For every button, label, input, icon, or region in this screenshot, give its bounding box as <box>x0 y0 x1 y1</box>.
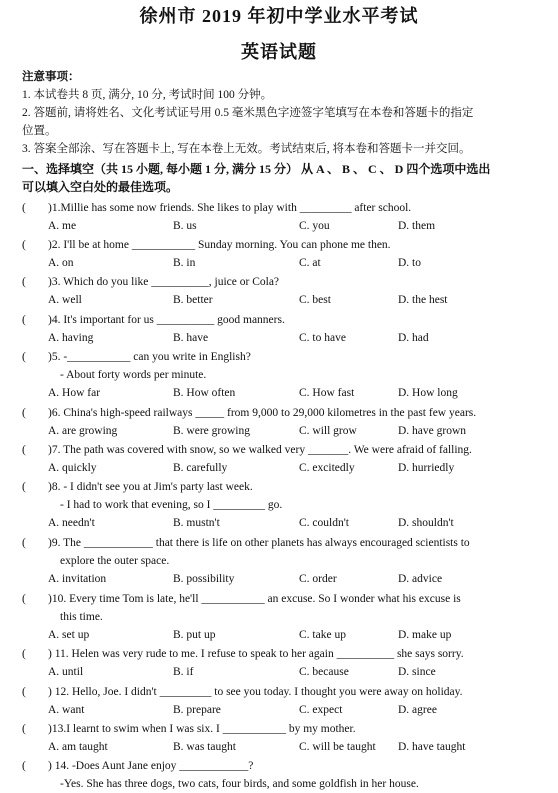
question-item <box>22 441 542 477</box>
answer-bracket: ( <box>22 202 26 214</box>
question-text: )13.I learnt to swim when I was six. I ___________ by my mother. <box>48 722 356 735</box>
question-continuation: -Yes. She has three dogs, two cats, four birds, and some goldfish in her house. <box>60 778 419 790</box>
answer-bracket: ( <box>22 350 26 363</box>
exam-subtitle: 英语试题 <box>241 42 317 62</box>
option-a: A. me <box>48 220 77 232</box>
answer-bracket: ( <box>22 760 26 772</box>
notes-line: 2. 答题前, 请将姓名、文化考试证号用 0.5 毫米黑色字迹签字笔填写在本卷和答题卡的指定 <box>22 107 474 119</box>
question-stem <box>22 236 542 254</box>
answer-bracket: ( <box>22 648 26 661</box>
option-a: A. until <box>48 666 84 679</box>
option-a: A. on <box>48 257 74 270</box>
option-d: D. hurriedly <box>398 461 455 474</box>
question-text: ) 14. -Does Aunt Jane enjoy ____________? <box>48 760 254 772</box>
option-b: B. carefully <box>173 461 228 474</box>
question-item <box>22 478 542 532</box>
option-a: A. quickly <box>48 461 97 474</box>
question-text: ) 12. Hello, Joe. I didn't _________ to see you today. I thought you were away on holiday. <box>48 685 463 698</box>
question-text: )7. The path was covered with snow, so we walked very _______. We were afraid of falling. <box>48 443 472 456</box>
options-row <box>22 384 542 402</box>
option-d: D. How long <box>398 386 458 399</box>
options-row <box>22 514 542 532</box>
question-item <box>22 311 542 347</box>
option-c: C. you <box>299 220 330 232</box>
option-c: C. will grow <box>299 424 357 437</box>
options-row <box>22 626 542 644</box>
option-c: C. best <box>299 294 331 307</box>
answer-bracket: ( <box>22 536 26 549</box>
notes-line: 3. 答案全部涂、写在答题卡上, 写在本卷上无效。考试结束后, 将本卷和答题卡一并交回。 <box>22 143 471 155</box>
question-text: )4. It's important for us __________ good manners. <box>48 313 285 326</box>
question-stem <box>22 348 542 366</box>
option-d: D. since <box>398 666 436 679</box>
option-c: C. expect <box>299 703 343 716</box>
question-item <box>22 534 542 588</box>
options-row <box>22 738 542 756</box>
options-row <box>22 570 542 588</box>
answer-bracket: ( <box>22 313 26 326</box>
option-b: B. put up <box>173 628 216 641</box>
notes-heading: 注意事项： <box>22 71 80 83</box>
answer-bracket: ( <box>22 592 26 605</box>
question-stem <box>22 478 542 496</box>
question-text: )9. The ____________ that there is life on other planets has always encouraged scientists to <box>48 536 470 549</box>
options-row <box>22 663 542 681</box>
option-c: C. to have <box>299 331 346 344</box>
options-row <box>22 329 542 347</box>
question-item <box>22 404 542 440</box>
option-d: D. the hest <box>398 294 448 307</box>
options-row <box>22 701 542 719</box>
option-b: B. us <box>173 220 197 232</box>
options-row <box>22 217 542 235</box>
answer-bracket: ( <box>22 685 26 698</box>
question-stem <box>22 645 542 663</box>
option-d: D. to <box>398 257 421 270</box>
question-stem <box>22 273 542 291</box>
question-item <box>22 720 542 756</box>
option-d: D. have taught <box>398 740 466 753</box>
question-item <box>22 645 542 681</box>
option-d: D. make up <box>398 628 452 641</box>
question-continuation: - I had to work that evening, so I _________ go. <box>60 499 283 511</box>
option-a: A. want <box>48 703 85 716</box>
options-row <box>22 254 542 272</box>
option-c: C. How fast <box>299 386 355 399</box>
option-a: A. am taught <box>48 740 108 753</box>
option-d: D. shouldn't <box>398 517 454 529</box>
question-item <box>22 199 542 235</box>
options-row <box>22 291 542 309</box>
option-c: C. excitedly <box>299 461 355 474</box>
option-a: A. well <box>48 294 82 307</box>
option-c: C. because <box>299 666 349 679</box>
option-c: C. couldn't <box>299 517 349 529</box>
answer-bracket: ( <box>22 406 26 419</box>
question-stem <box>22 534 542 552</box>
option-c: C. take up <box>299 628 346 641</box>
option-c: C. will be taught <box>299 740 376 753</box>
answer-bracket: ( <box>22 443 26 456</box>
option-a: A. needn't <box>48 517 95 529</box>
question-item <box>22 348 542 402</box>
option-d: D. agree <box>398 703 437 716</box>
option-b: B. was taught <box>173 740 236 753</box>
notes-line: 位置。 <box>22 125 57 137</box>
exam-title: 徐州市 2019 年初中学业水平考试 <box>139 6 419 26</box>
question-text: )10. Every time Tom is late, he'll ___________ an excuse. So I wonder what his excuse is <box>48 592 461 605</box>
question-text: )1.Millie has some now friends. She likes to play with _________ after school. <box>48 202 412 214</box>
question-stem <box>22 441 542 459</box>
option-a: A. How far <box>48 386 101 399</box>
option-b: B. prepare <box>173 703 221 716</box>
section-heading <box>22 160 542 196</box>
option-b: B. if <box>173 666 194 679</box>
answer-bracket: ( <box>22 276 26 289</box>
answer-bracket: ( <box>22 239 26 252</box>
question-text: )3. Which do you like __________, juice or Cola? <box>48 276 280 289</box>
notes-line: 1. 本试卷共 8 页, 满分, 10 分, 考试时间 100 分钟。 <box>22 89 273 101</box>
question-text: )2. I'll be at home ___________ Sunday morning. You can phone me then. <box>48 239 391 252</box>
notes-block <box>22 68 542 158</box>
option-b: B. mustn't <box>173 517 220 529</box>
question-stem <box>22 720 542 738</box>
option-a: A. invitation <box>48 572 107 585</box>
question-stem <box>22 757 542 775</box>
section-heading-line: 一、选择填空（共 15 小题, 每小题 1 分, 满分 15 分） 从 A 、 B 、 C 、 D 四个选项中选出 <box>22 162 491 176</box>
question-item <box>22 236 542 272</box>
options-row <box>22 422 542 440</box>
question-item <box>22 590 542 644</box>
option-d: D. had <box>398 331 429 344</box>
option-a: A. are growing <box>48 424 118 437</box>
option-a: A. set up <box>48 628 90 641</box>
section-heading-line: 可以填入空白处的最佳选项。 <box>22 180 179 194</box>
option-b: B. possibility <box>173 572 235 585</box>
question-stem <box>22 683 542 701</box>
option-b: B. have <box>173 331 209 344</box>
answer-bracket: ( <box>22 481 26 493</box>
question-stem <box>22 311 542 329</box>
question-stem <box>22 590 542 608</box>
question-continuation: explore the outer space. <box>60 554 170 567</box>
question-text: )5. -___________ can you write in English? <box>48 350 251 363</box>
option-c: C. order <box>299 572 337 585</box>
option-b: B. How often <box>173 386 236 399</box>
option-c: C. at <box>299 257 321 270</box>
question-continuation: - About forty words per minute. <box>60 368 207 381</box>
question-item <box>22 683 542 719</box>
option-d: D. them <box>398 220 436 232</box>
options-row <box>22 459 542 477</box>
question-item <box>22 273 542 309</box>
question-stem <box>22 404 542 422</box>
question-text: ) 11. Helen was very rude to me. I refuse to speak to her again __________ she says sorry. <box>48 648 464 661</box>
answer-bracket: ( <box>22 722 26 735</box>
question-stem <box>22 199 542 217</box>
option-d: D. have grown <box>398 424 467 437</box>
option-d: D. advice <box>398 572 443 585</box>
option-b: B. in <box>173 257 196 270</box>
option-a: A. having <box>48 331 94 344</box>
option-b: B. better <box>173 294 213 307</box>
question-continuation: this time. <box>60 610 103 623</box>
question-text: )8. - I didn't see you at Jim's party last week. <box>48 481 253 493</box>
option-b: B. were growing <box>173 424 250 437</box>
question-text: )6. China's high-speed railways _____ from 9,000 to 29,000 kilometres in the past few years. <box>48 406 477 419</box>
